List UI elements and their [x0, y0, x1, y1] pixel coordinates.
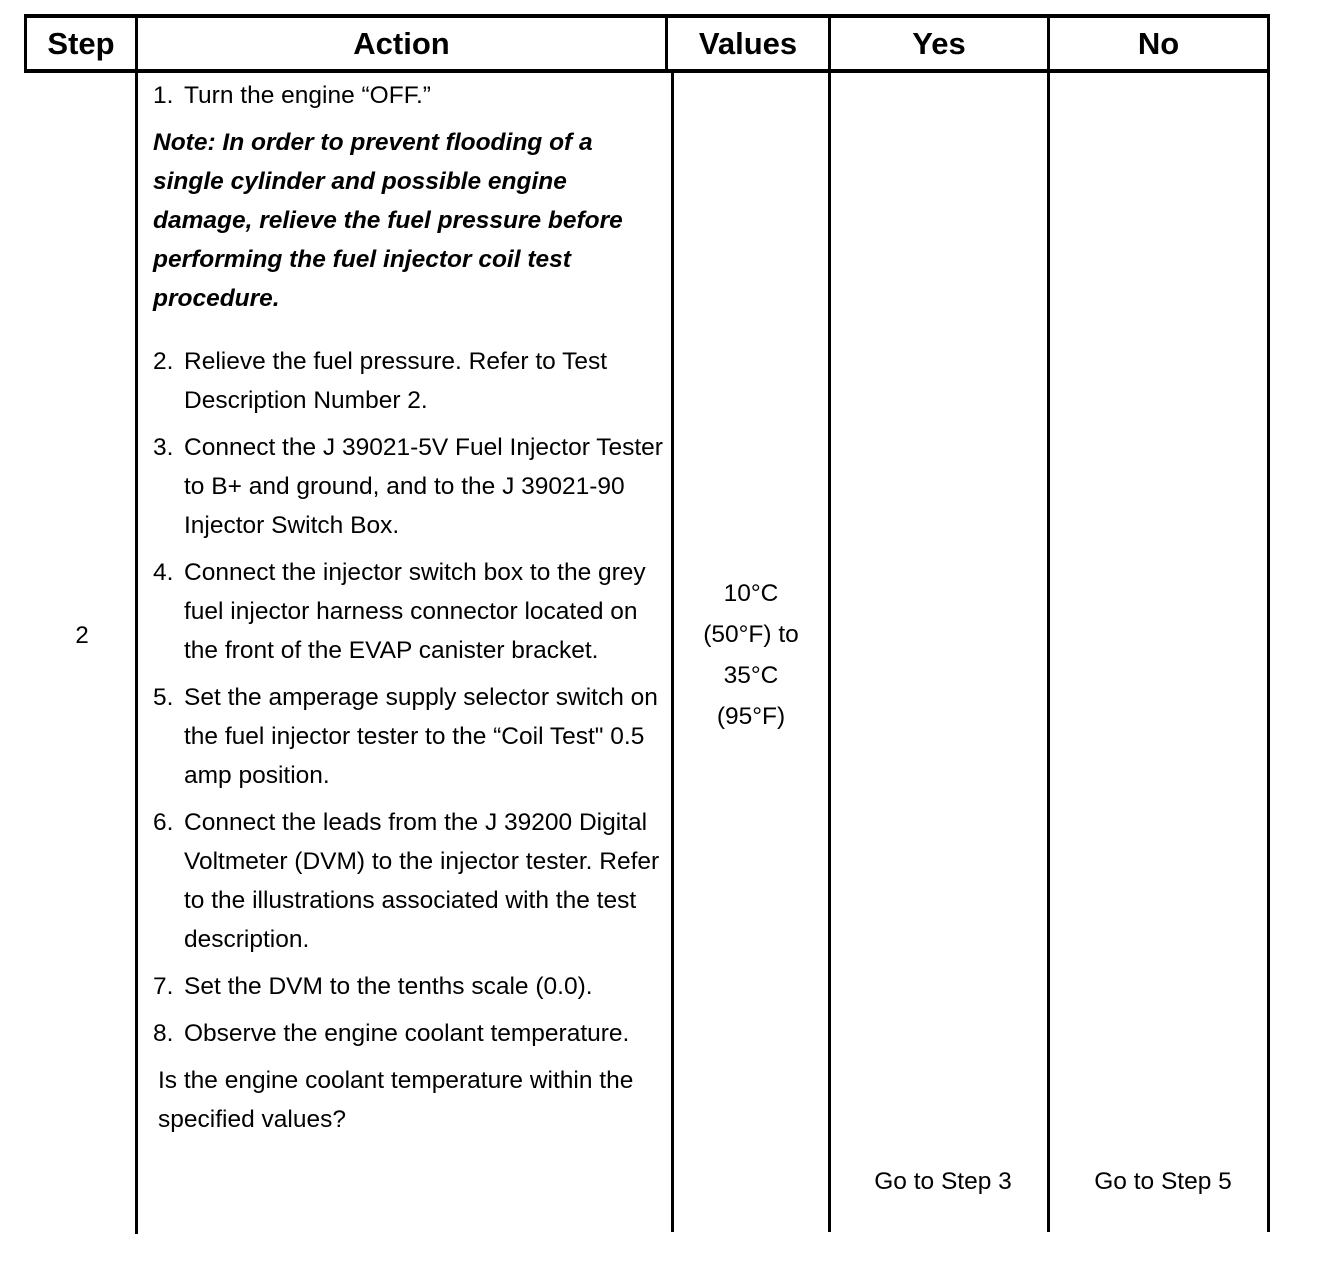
action-step-text: Set the DVM to the tenths scale (0.0).: [184, 973, 593, 1000]
no-cell: Go to Step 5: [1094, 1168, 1232, 1195]
action-step-number: 2.: [153, 348, 174, 375]
action-step-number: 7.: [153, 973, 174, 1000]
action-note: Note: In order to prevent flooding of a single cylinder and possible engine damage, relieve the fuel pressure before performing the fuel injector coil test procedure.: [153, 129, 623, 312]
action-step-7: [153, 967, 663, 1006]
value-line: 10°C: [723, 580, 779, 607]
action-step-3: [153, 428, 663, 545]
action-step-text: Observe the engine coolant temperature.: [184, 1020, 630, 1047]
action-step-5: [153, 678, 663, 795]
action-step-number: 8.: [153, 1020, 174, 1047]
value-line: (95°F): [716, 703, 786, 730]
action-step-text: Turn the engine “OFF.”: [184, 82, 431, 109]
action-step-text: Connect the leads from the J 39200 Digital Voltmeter (DVM) to the injector tester. Refer to the illustrations associated with the test description.: [184, 809, 660, 953]
action-step-number: 4.: [153, 559, 174, 586]
header-step: Step: [47, 26, 115, 61]
action-step-number: 1.: [153, 82, 174, 109]
action-step-text: Connect the J 39021-5V Fuel Injector Tester to B+ and ground, and to the J 39021-90 Injector Switch Box.: [184, 434, 663, 539]
action-step-text: Relieve the fuel pressure. Refer to Test Description Number 2.: [184, 348, 608, 414]
action-step-number: 5.: [153, 684, 174, 711]
value-line: (50°F) to: [703, 621, 799, 648]
yes-cell: Go to Step 3: [874, 1168, 1012, 1195]
action-step-4: [153, 553, 663, 670]
action-cell: [153, 76, 663, 1139]
action-step-number: 6.: [153, 809, 174, 836]
action-step-text: Connect the injector switch box to the grey fuel injector harness connector located on the front of the EVAP canister bracket.: [184, 559, 646, 664]
table-right-border: [1267, 14, 1270, 1232]
values-cell: [672, 573, 830, 737]
action-step-6: [153, 803, 663, 959]
header-action: Action: [353, 26, 450, 61]
value-line: 35°C: [723, 662, 779, 689]
header-yes: Yes: [912, 26, 966, 61]
header-values: Values: [698, 26, 798, 61]
action-step-1: [153, 76, 663, 115]
action-step-number: 3.: [153, 434, 174, 461]
action-step-2: [153, 342, 663, 420]
action-step-8: [153, 1014, 663, 1053]
action-step-text: Set the amperage supply selector switch on the fuel injector tester to the “Coil Test" 0.5 amp position.: [184, 684, 658, 789]
action-question: Is the engine coolant temperature within the specified values?: [158, 1067, 634, 1133]
header-no: No: [1137, 26, 1180, 61]
step-number: 2: [75, 622, 89, 649]
yes-no-divider: [1047, 14, 1050, 1232]
